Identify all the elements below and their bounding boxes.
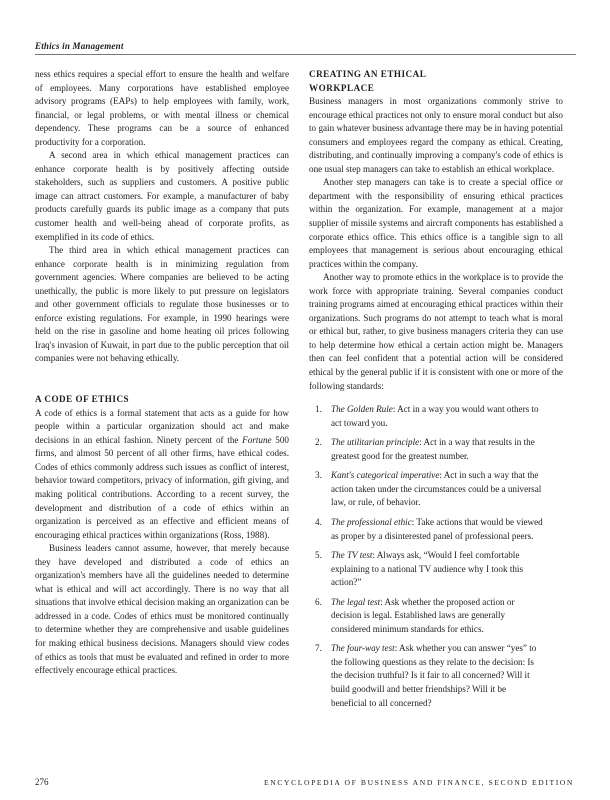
- left-paragraph-1: ness ethics requires a special effort to ensure the health and welfare of employees. Many corporations have established employee advisory programs (EAPs) to help employees with family, work, financial, or legal problems, or with mental illness or chemical dependency. These programs can be a source of enhanced productivity for a corporation.: [35, 69, 289, 147]
- list-text: [331, 436, 543, 463]
- list-item: [309, 549, 563, 590]
- list-text: [331, 642, 543, 710]
- heading-line-1: CREATING AN ETHICAL: [309, 69, 427, 79]
- list-item: [309, 436, 563, 463]
- list-item: [309, 516, 563, 543]
- right-paragraph-2: Another step managers can take is to create a special office or department with the responsibility of ensuring ethical practices within the organization. For example, management at a major supplier of missile systems and aircraft components has established a corporate ethics office. This ethics office is a tangible sign to all employees that management is serious about encouraging ethical practices within the company.: [309, 177, 563, 269]
- section-gap: [35, 366, 289, 380]
- p4-text-a: A code of ethics is a formal statement that acts as a guide for how people within a particular organization should act and make decisions in an ethical fashion. Ninety percent of the: [35, 407, 289, 445]
- heading-line-2: WORKPLACE: [309, 82, 375, 93]
- header-rule: [35, 54, 576, 55]
- standard-term: The Golden Rule: [331, 404, 393, 415]
- page-number: 276: [35, 777, 49, 787]
- list-number: 7.: [315, 643, 322, 654]
- standard-description: : Act in a way you would want others to act toward you.: [331, 404, 539, 428]
- list-number: 6.: [315, 596, 322, 607]
- left-column: [35, 68, 289, 678]
- list-number: 2.: [315, 437, 322, 448]
- list-text: [331, 469, 543, 510]
- list-text: [331, 403, 543, 430]
- ethical-workplace-heading: [309, 68, 563, 95]
- list-number: 5.: [315, 550, 322, 561]
- left-paragraph-3: The third area in which ethical management practices can enhance corporate health is in minimizing regulation from government agencies. Where companies are believed to be acting unethically, the public is more likely to put pressure on legislators and other government officials to regulate those businesses or to enforce existing regulations. For example, in 1990 hearings were held on the rise in gasoline and home heating oil prices following Iraq's invasion of Kuwait, in part due to the public perception that oil companies were not behaving ethically.: [35, 245, 289, 364]
- standard-term: The professional ethic: [331, 516, 412, 527]
- list-item: [309, 469, 563, 510]
- running-head: Ethics in Management: [35, 41, 124, 51]
- right-paragraph-3: Another way to promote ethics in the workplace is to provide the work force with appropriate training. Several companies conduct training programs aimed at encouraging ethical practices within their organizations. Such programs do not attempt to teach what is moral or ethical but, rather, to give business managers criteria they can use to help determine how ethical a certain action might be. Managers then can feel confident that a potential action will be considered ethical by the general public if it is consistent with one or more of the following standards:: [309, 272, 563, 391]
- publication-title: ENCYCLOPEDIA OF BUSINESS AND FINANCE, SECOND EDITION: [264, 778, 574, 787]
- left-paragraph-2: A second area in which ethical management practices can enhance corporate health is by positively affecting outside stakeholders, such as suppliers and customers. A positive public image can attract customers. For example, a manufacturer of baby products carefully guards its public image as a company that puts customer health and well-being ahead of corporate profits, as exemplified in its code of ethics.: [35, 150, 289, 242]
- standard-term: The legal test: [331, 596, 381, 607]
- list-text: [331, 549, 543, 590]
- section-gap: [35, 380, 289, 394]
- right-paragraph-1: Business managers in most organizations commonly strive to encourage ethical practices not only to ensure moral conduct but also to gain whatever business advantage there may be in having potential consumers and employees regard the company as ethical. Creating, distributing, and continually improving a company's code of ethics is one usual step managers can take to establish an ethical workplace.: [309, 96, 563, 174]
- standard-term: Kant's categorical imperative: [331, 470, 440, 481]
- list-number: 1.: [315, 404, 322, 415]
- standard-term: The four-way test: [331, 643, 395, 654]
- standard-description: : Take actions that would be viewed as proper by a disinterested panel of professional peers.: [331, 516, 543, 541]
- p4-text-b: 500 firms, and almost 50 percent of all other firms, have ethical codes. Codes of ethics commonly address such issues as conflict of interest, behavior toward competitors, privacy of information, gift giving, and making political contributions. According to a recent survey, the development and distribution of a code of ethics within an organization is perceived as an effective and efficient means of encouraging ethical practices within organizations (Ross, 1988).: [35, 434, 289, 540]
- list-number: 3.: [315, 470, 322, 481]
- list-text: [331, 516, 543, 543]
- standard-term: The utilitarian principle: [331, 437, 420, 448]
- left-paragraph-4: [35, 407, 289, 542]
- list-text: [331, 596, 543, 637]
- left-paragraph-5: Business leaders cannot assume, however, that merely because they have developed and distributed a code of ethics an organization's members have all the guidelines needed to determine what is ethical and will act accordingly. There is no way that all situations that involve ethical decision making an organization can be addressed in a code. Codes of ethics must be monitored continually to determine whether they are comprehensive and usable guidelines for making ethical business decisions. Managers should view codes of ethics as tools that must be evaluated and refined in order to more effectively encourage ethical practices.: [35, 543, 289, 676]
- list-number: 4.: [315, 516, 322, 527]
- standard-description: : Ask whether the proposed action or decision is legal. Established laws are generally considered minimum standards for ethics.: [331, 596, 515, 634]
- code-of-ethics-heading: A CODE OF ETHICS: [35, 394, 130, 405]
- list-item: [309, 642, 563, 710]
- standard-description: : Always ask, “Would I feel comfortable explaining to a national TV audience why I took this action?”: [331, 550, 524, 588]
- standard-description: : Ask whether you can answer “yes” to the following questions as they relate to the decision: Is the decision truthful? Is it fair to all concerned? Will it build goodwill and better friendships? Will it be beneficial to all concerned?: [331, 643, 537, 708]
- standards-list: [309, 403, 563, 710]
- list-item: [309, 596, 563, 637]
- right-column: [309, 68, 563, 716]
- fortune-italic: Fortune: [242, 434, 272, 445]
- standard-description: : Act in such a way that the action taken under the circumstances could be a universal law, or rule, of behavior.: [331, 470, 542, 508]
- standard-term: The TV test: [331, 550, 373, 561]
- standard-description: : Act in a way that results in the greatest good for the greatest number.: [331, 437, 535, 461]
- list-item: [309, 403, 563, 430]
